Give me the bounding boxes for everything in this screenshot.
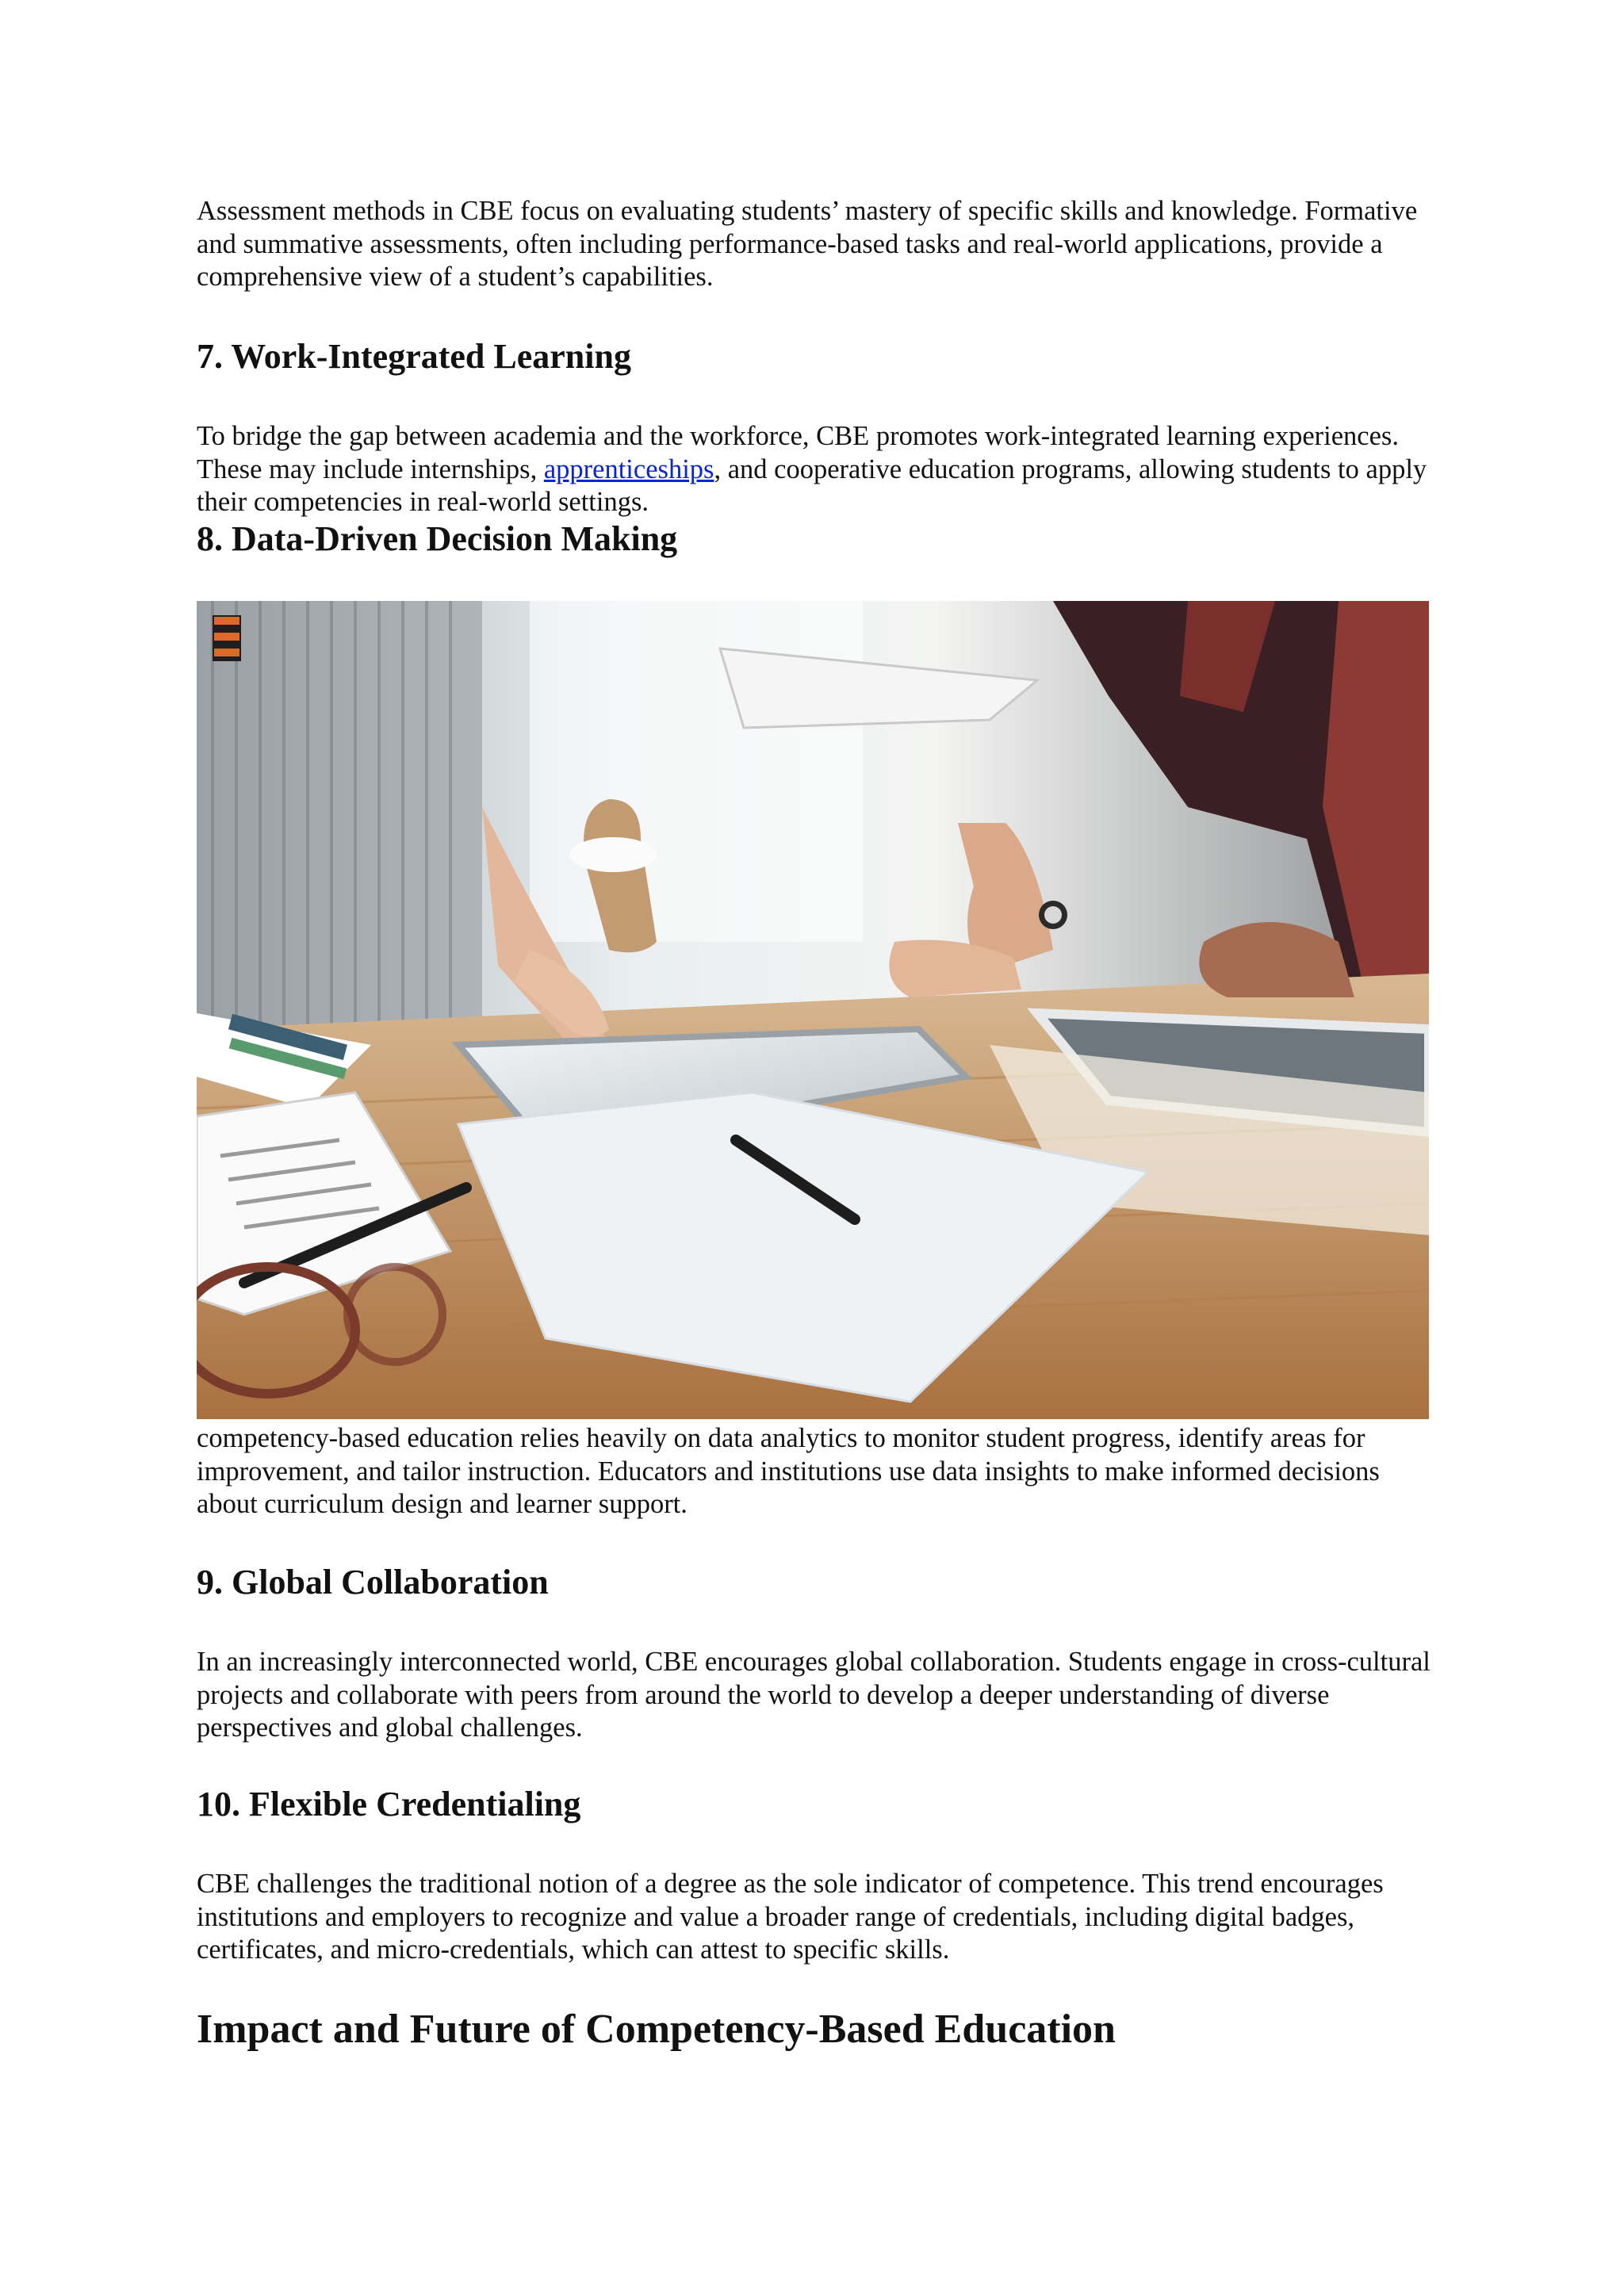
section-7-text-before-link: To bridge the gap between academia and the workforce, CBE promotes work-integrated learning experiences. These may include internships,: [197, 421, 1399, 484]
team-meeting-photo: [197, 601, 1429, 1419]
section-7-text-after-link: , and cooperative education programs, allowing students to apply their competencies in real-world settings.: [197, 453, 1427, 517]
section-9-paragraph: In an increasingly interconnected world, CBE encourages global collaboration. Students engage in cross-cultural projects and collaborate with peers from around the world to develop a deeper understanding of diverse perspectives and global challenges.: [197, 1647, 1431, 1743]
intro-paragraph: Assessment methods in CBE focus on evaluating students’ mastery of specific skills and knowledge. Formative and summative assessments, often including performance-based tasks and real-world applications, provide a comprehensive view of a student’s capabilities.: [197, 196, 1418, 292]
section-9-heading: 9. Global Collaboration: [197, 1563, 549, 1601]
section-7-paragraph: [197, 420, 1434, 519]
impact-future-heading: Impact and Future of Competency-Based Education: [197, 2007, 1116, 2052]
orange-f-logo-icon: [213, 615, 241, 661]
section-8-paragraph: competency-based education relies heavily on data analytics to monitor student progress, identify areas for improvement, and tailor instruction. Educators and institutions use data insights to make informed decisions about curriculum design and learner support.: [197, 1423, 1380, 1519]
section-10-heading: 10. Flexible Credentialing: [197, 1785, 581, 1823]
apprenticeships-link[interactable]: apprenticeships: [543, 453, 714, 484]
section-10-paragraph: CBE challenges the traditional notion of a degree as the sole indicator of competence. This trend encourages institutions and employers to recognize and value a broader range of credentials, including digital badges, certificates, and micro-credentials, which can attest to specific skills.: [197, 1869, 1384, 1965]
photo-illustration: [197, 601, 1429, 1419]
section-8-heading: 8. Data-Driven Decision Making: [197, 519, 678, 558]
section-7-heading: 7. Work-Integrated Learning: [197, 337, 631, 376]
